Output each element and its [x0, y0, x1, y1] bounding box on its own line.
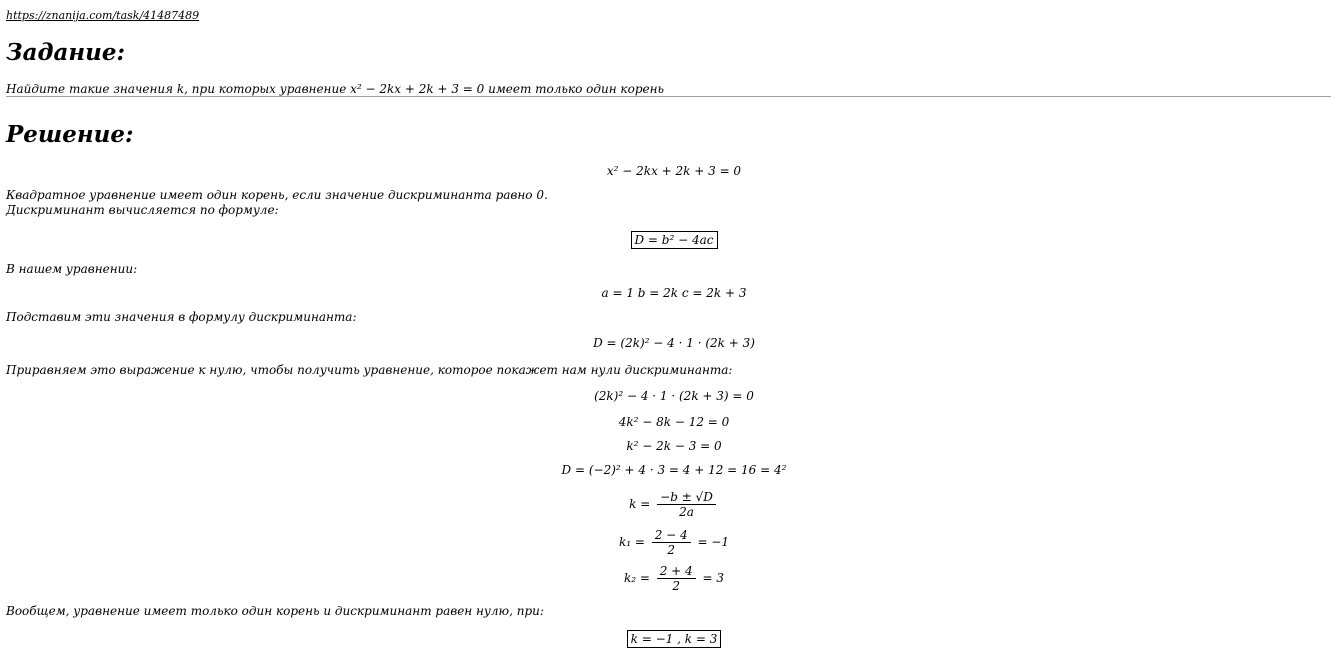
equation-step-1: (2k)² − 4 · 1 · (2k + 3) = 0 [594, 389, 754, 403]
paragraph-substitute: Подставим эти значения в формулу дискриминанта: [6, 310, 357, 324]
root-k2-lhs: k₂ = [623, 571, 650, 585]
root-formula-denominator: 2a [679, 505, 694, 519]
paragraph-one-root: Квадратное уравнение имеет один корень, если значение дискриминанта равно 0. [6, 188, 548, 202]
root-k1 [0, 528, 1331, 557]
task-text [6, 82, 664, 96]
paragraph-equate-zero: Приравняем это выражение к нулю, чтобы получить уравнение, которое покажет нам нули дискриминанта: [6, 363, 733, 377]
coefficients: a = 1 b = 2k c = 2k + 3 [601, 286, 747, 300]
root-formula [0, 490, 1331, 519]
final-answer [0, 632, 1331, 646]
solution-heading: Решение: [6, 121, 134, 148]
equation-step-3: k² − 2k − 3 = 0 [626, 439, 722, 453]
paragraph-our-equation: В нашем уравнении: [6, 262, 138, 276]
root-k1-rhs: = −1 [697, 535, 730, 549]
task-equation: x² − 2kx + 2k + 3 = 0 [350, 82, 485, 96]
root-k1-denominator: 2 [667, 543, 676, 557]
root-formula-numerator: −b ± √D [657, 490, 716, 505]
paragraph-conclusion: Вообщем, уравнение имеет только один корень и дискриминант равен нулю, при: [6, 604, 544, 618]
discriminant-formula-box: D = b² − 4ac [631, 231, 718, 249]
divider [6, 96, 1331, 97]
task-heading: Задание: [6, 39, 125, 66]
root-k2 [0, 564, 1331, 593]
task-text-prefix: Найдите такие значения k, при которых уравнение [6, 82, 351, 96]
root-k1-fraction [652, 528, 691, 557]
root-formula-lhs: k = [629, 497, 651, 511]
main-equation: x² − 2kx + 2k + 3 = 0 [606, 164, 742, 178]
paragraph-disc-formula-intro: Дискриминант вычисляется по формуле: [6, 203, 279, 217]
final-answer-box: k = −1 , k = 3 [627, 630, 722, 648]
equation-step-2: 4k² − 8k − 12 = 0 [618, 415, 730, 429]
root-formula-fraction [657, 490, 716, 519]
equation-step-4: D = (−2)² + 4 · 3 = 4 + 12 = 16 = 4² [561, 463, 787, 477]
task-text-suffix: имеет только один корень [484, 82, 665, 96]
discriminant-formula [0, 233, 1331, 247]
root-k2-numerator: 2 + 4 [657, 564, 696, 579]
root-k2-fraction [657, 564, 696, 593]
source-link-row [6, 8, 199, 23]
source-link[interactable]: https://znanija.com/task/41487489 [6, 9, 200, 22]
root-k1-lhs: k₁ = [618, 535, 645, 549]
root-k2-rhs: = 3 [702, 571, 725, 585]
root-k2-denominator: 2 [672, 579, 681, 593]
root-k1-numerator: 2 − 4 [652, 528, 691, 543]
discriminant-substituted: D = (2k)² − 4 · 1 · (2k + 3) [593, 336, 755, 350]
